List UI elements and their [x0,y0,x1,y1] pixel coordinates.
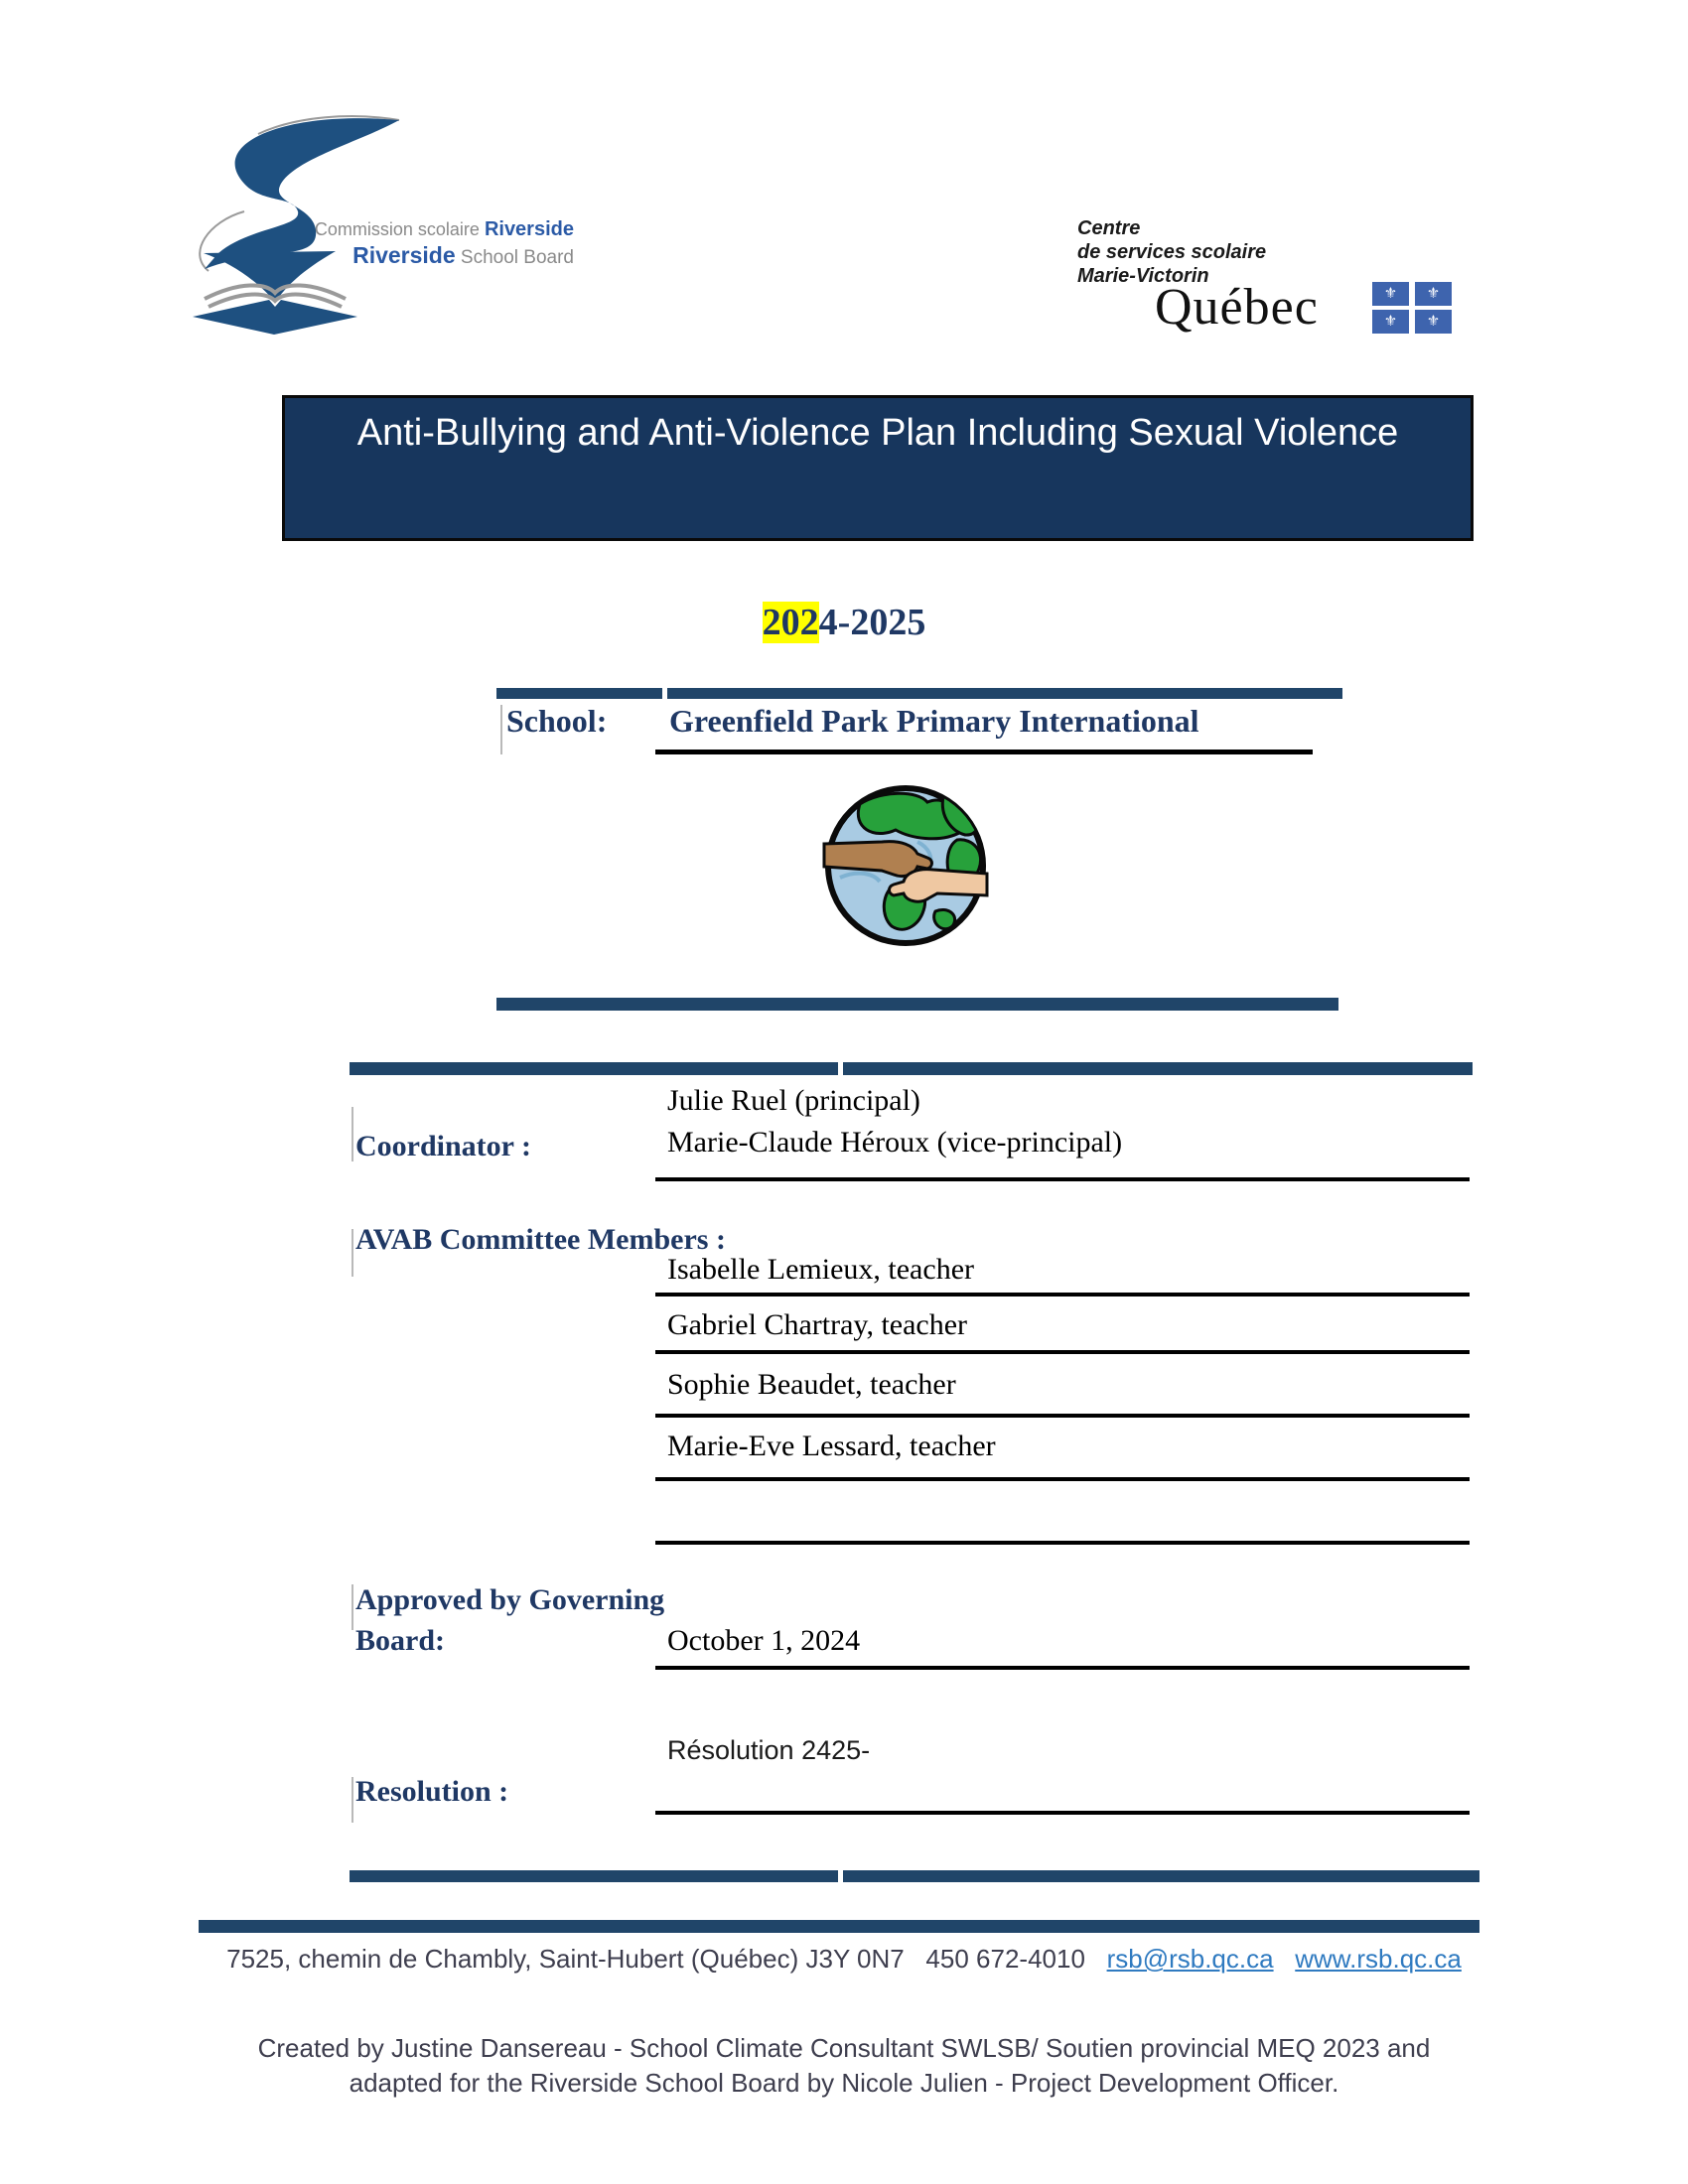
highlighted-year-part: 202 [762,602,819,643]
divider-bar [199,1920,1479,1933]
quebec-org-line1: Centre [1077,217,1141,239]
fleur-de-lis-icon: ⚜ [1372,282,1409,306]
quebec-org-line2: de services scolaire [1077,241,1267,263]
revision-mark [352,1107,353,1161]
divider-bar [496,688,662,699]
signature-line [655,1541,1470,1545]
footer-address: 7525, chemin de Chambly, Saint-Hubert (Québec) J3Y 0N7 [226,1944,905,1974]
signature-line [655,1177,1470,1181]
river-book-icon [149,94,576,338]
school-year [0,601,1688,644]
revision-mark [500,705,502,754]
riverside-logo-line2 [296,242,574,269]
book-icon [193,285,357,335]
footer-email-link[interactable]: rsb@rsb.qc.ca [1106,1944,1274,1974]
footer-website-link[interactable]: www.rsb.qc.ca [1295,1944,1462,1974]
quebec-org-line3: Marie-Victorin [1077,265,1209,287]
quebec-flag-icon [1372,282,1452,334]
divider-bar [496,998,1338,1011]
footer-address-line [0,1944,1688,1975]
document-title: Anti-Bullying and Anti-Violence Plan Including Sexual Violence [356,412,1399,454]
riverside-logo-fr-blue: Riverside [484,218,574,240]
signature-line [655,1293,1470,1297]
school-name: Greenfield Park Primary International [669,703,1199,739]
riverside-logo-fr-gray: Commission scolaire [314,219,480,239]
revision-mark [352,1777,353,1823]
footer-phone: 450 672-4010 [925,1944,1085,1974]
school-label: School: [506,703,608,739]
signature-line [655,1350,1470,1354]
quebec-wordmark: Québec [1155,279,1319,336]
river-icon [200,116,399,303]
signature-line [655,1666,1470,1670]
year-rest: 4-2025 [818,602,926,643]
signature-line [655,1811,1470,1815]
revision-mark [352,1584,353,1630]
revision-mark [352,1229,353,1277]
divider-bar [350,1062,838,1075]
divider-bar [843,1870,1479,1882]
fleur-de-lis-icon: ⚜ [1372,310,1409,334]
signature-line [655,750,1313,754]
signature-line [655,1477,1470,1481]
divider-bar [667,688,1342,699]
signature-line [655,1414,1470,1418]
quebec-logo [1077,216,1465,345]
riverside-logo [149,94,576,338]
resolution-label: Resolution : [355,1775,509,1808]
title-banner [282,395,1474,541]
riverside-logo-en-blue: Riverside [352,242,456,268]
coordinator-value-1: Julie Ruel (principal) [667,1084,920,1117]
footer-credit: Created by Justine Dansereau - School Climate Consultant SWLSB/ Soutien provincial MEQ 2023 and adapted for the Riverside School Board by Nicole Julien - Project Development Officer. [257,2033,1431,2099]
approval-label: Approved by Governing Board: [355,1583,665,1657]
committee-member: Sophie Beaudet, teacher [667,1368,956,1401]
resolution-number: Résolution 2425- [667,1735,871,1765]
fleur-de-lis-icon: ⚜ [1415,282,1452,306]
riverside-logo-text [296,218,574,269]
coordinator-label: Coordinator : [355,1130,531,1162]
committee-label: AVAB Committee Members : [355,1223,726,1256]
globe-hands-icon [822,782,989,949]
committee-member: Gabriel Chartray, teacher [667,1308,968,1341]
riverside-logo-line1 [296,218,574,241]
divider-bar [350,1870,838,1882]
fleur-de-lis-icon: ⚜ [1415,310,1452,334]
coordinator-value-2: Marie-Claude Héroux (vice-principal) [667,1126,1123,1159]
approval-date: October 1, 2024 [667,1624,861,1657]
riverside-logo-en-gray: School Board [460,247,574,268]
divider-bar [843,1062,1473,1075]
committee-member: Marie-Eve Lessard, teacher [667,1430,996,1462]
committee-member: Isabelle Lemieux, teacher [667,1253,974,1286]
